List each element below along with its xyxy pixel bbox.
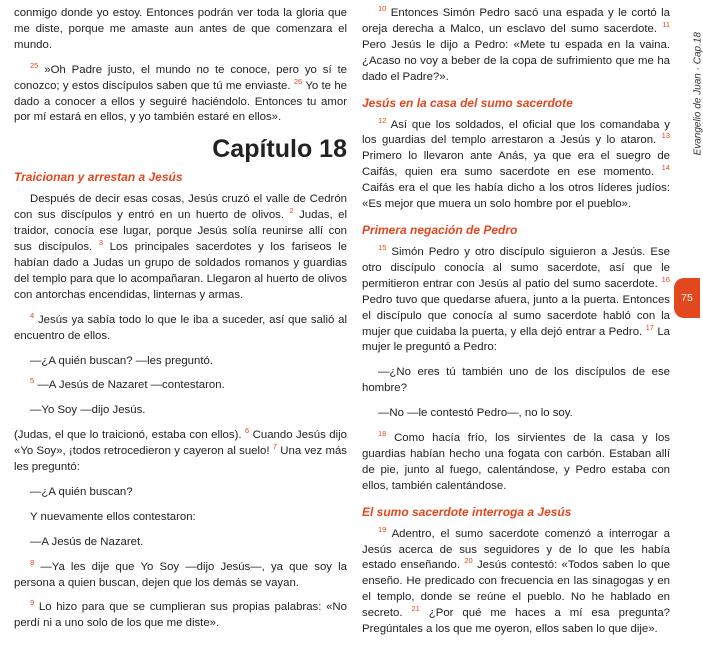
paragraph: Y nuevamente ellos contestaron:: [30, 510, 196, 523]
verse-number: 7: [272, 442, 277, 452]
dialogue-line: —¿A quién buscan?: [30, 485, 133, 498]
verse-number: 12: [378, 115, 387, 125]
chapter-title: Capítulo 18: [212, 135, 347, 164]
verse-number: 20: [464, 556, 473, 566]
paragraph: $^{10}$ Entonces Simón Pedro sacó una espada y le cortó la oreja derecha a Malco, un esclavo del sumo sacerdote. $^{11}$ Pero Jesús le dijo a Pedro: «Mete tu espada en la vaina. ¿Acaso no voy a beber de la copa de sufrimiento que me ha dado el Padre?».: [362, 4, 670, 83]
verse-number: 6: [245, 426, 250, 436]
right-column: [362, 6, 670, 647]
verse-number: 25: [30, 60, 39, 70]
verse-number: 15: [378, 243, 387, 253]
verse-number: 11: [662, 20, 670, 30]
running-header-text: Evangelio de Juan · Cap.18: [692, 32, 703, 156]
page-number-tab: [674, 278, 700, 318]
verse-number: 3: [98, 238, 103, 248]
verse-number: 13: [661, 131, 670, 141]
verse-number: 16: [661, 274, 670, 284]
paragraph: $^{19}$ Adentro, el sumo sacerdote comenzó a interrogar a Jesús acerca de sus seguidores y de lo que les había estado enseñando. $^{20}$ Jesús contestó: «Todos saben lo que enseño. He predicado con frecuencia en las sinagogas y en el templo, donde se reúne el pueblo. No he hablado en secreto. $^{21}$ ¿Por qué me haces a mí esa pregunta? Pregúntales a los que me oyeron, ellos saben lo que dije».: [362, 524, 671, 636]
dialogue-line: —¿No eres tú también uno de los discípulos de ese hombre?: [362, 366, 670, 395]
verse-number: 17: [645, 322, 654, 332]
section-heading: Jesús en la casa del sumo sacerdote: [362, 95, 573, 110]
section-heading: Traicionan y arrestan a Jesús: [14, 170, 183, 185]
paragraph: $^9$ Lo hizo para que se cumplieran sus propias palabras: «No perdí ni a uno solo de los que me diste».: [14, 598, 347, 630]
verse-number: 9: [30, 598, 35, 608]
paragraph: $^{15}$ Simón Pedro y otro discípulo siguieron a Jesús. Ese otro discípulo conocía al sumo sacerdote, así que le permitieron entrar con Jesús al patio del sumo sacerdote. $^{16}$ Pedro tuvo que quedarse afuera, junto a la puerta. Entonces el discípulo que conocía al sumo sacerdote habló con la mujer que cuidaba la puerta, y ella dejó entrar a Pedro. $^{17}$ La mujer le preguntó a Pedro:: [362, 243, 671, 354]
paragraph: conmigo donde yo estoy. Entonces podrán ver toda la gloria que me diste, porque me amaste aun antes de que comenzara el mundo.: [14, 7, 347, 51]
verse-number: 18: [378, 429, 387, 439]
paragraph: (Judas, el que lo traicionó, estaba con ellos). $^6$ Cuando Jesús dijo «Yo Soy», ¡todos retrocedieron y cayeron al suelo! $^7$ Una vez más les preguntó:: [14, 426, 347, 474]
dialogue-line: —Yo Soy —dijo Jesús.: [30, 404, 146, 417]
verse-number: 5: [30, 376, 35, 386]
verse-number: 14: [661, 163, 670, 173]
dialogue-line: —¿A quién buscan? —les preguntó.: [30, 354, 213, 367]
left-column: [14, 6, 347, 641]
page-number: 75: [681, 292, 693, 304]
verse-number: 4: [30, 310, 35, 320]
verse-number: 19: [378, 524, 387, 534]
paragraph: $^{18}$ Como hacía frío, los sirvientes de la casa y los guardias habían hecho una fogata con carbón. Estaban allí de pie, junto al fuego, calentándose, y Pedro estaba con ellos, también calentándose.: [362, 429, 670, 492]
dialogue-line: —A Jesús de Nazaret.: [30, 535, 144, 548]
paragraph: $^4$ Jesús ya sabía todo lo que le iba a suceder, así que salió al encuentro de ellos.: [14, 310, 347, 342]
verse-number: 21: [411, 604, 420, 614]
verse-number: 2: [289, 206, 294, 216]
verse-number: 26: [293, 76, 303, 86]
verse-number: 8: [30, 557, 35, 567]
section-heading: El sumo sacerdote interroga a Jesús: [362, 504, 572, 519]
paragraph: $^{25}$ »Oh Padre justo, el mundo no te conoce, pero yo sí te conozco; y estos discípulos saben que tú me enviaste. $^{26}$ Yo te he dado a conocer a ellos y seguiré haciéndolo. Entonces tu amor por mí estará en ellos, y yo también estaré en ellos».: [14, 60, 347, 124]
paragraph: $^{12}$ Así que los soldados, el oficial que los comandaba y los guardias del templo arrestaron a Jesús y lo ataron. $^{13}$ Primero lo llevaron ante Anás, ya que era el suegro de Caifás, quien era sumo sacerdote en ese momento. $^{14}$ Caifás era el que les había dicho a los otros líderes judíos: «Es mejor que muera un solo hombre por el pueblo».: [362, 115, 670, 211]
dialogue-line: $^8$ —Ya les dije que Yo Soy —dijo Jesús—, ya que soy la persona a quien buscan, dejen que los demás se vayan.: [14, 557, 347, 589]
dialogue-line: $^5$ —A Jesús de Nazaret —contestaron.: [30, 376, 225, 392]
paragraph: Después de decir esas cosas, Jesús cruzó el valle de Cedrón con sus discípulos y entró en un huerto de olivos. $^2$ Judas, el traidor, conocía ese lugar, porque Jesús solía reunirse allí con sus discípulos. $^3$ Los principales sacerdotes y los fariseos le habían dado a Judas un grupo de soldados romanos y guardias del templo para que lo acompañaran. Llegaron al huerto de olivos con antorchas encendidas, linternas y armas.: [14, 193, 347, 301]
running-header: [676, 32, 703, 282]
section-heading: Primera negación de Pedro: [362, 222, 518, 237]
verse-number: 10: [378, 4, 387, 14]
dialogue-line: —No —le contestó Pedro—, no lo soy.: [378, 407, 573, 420]
